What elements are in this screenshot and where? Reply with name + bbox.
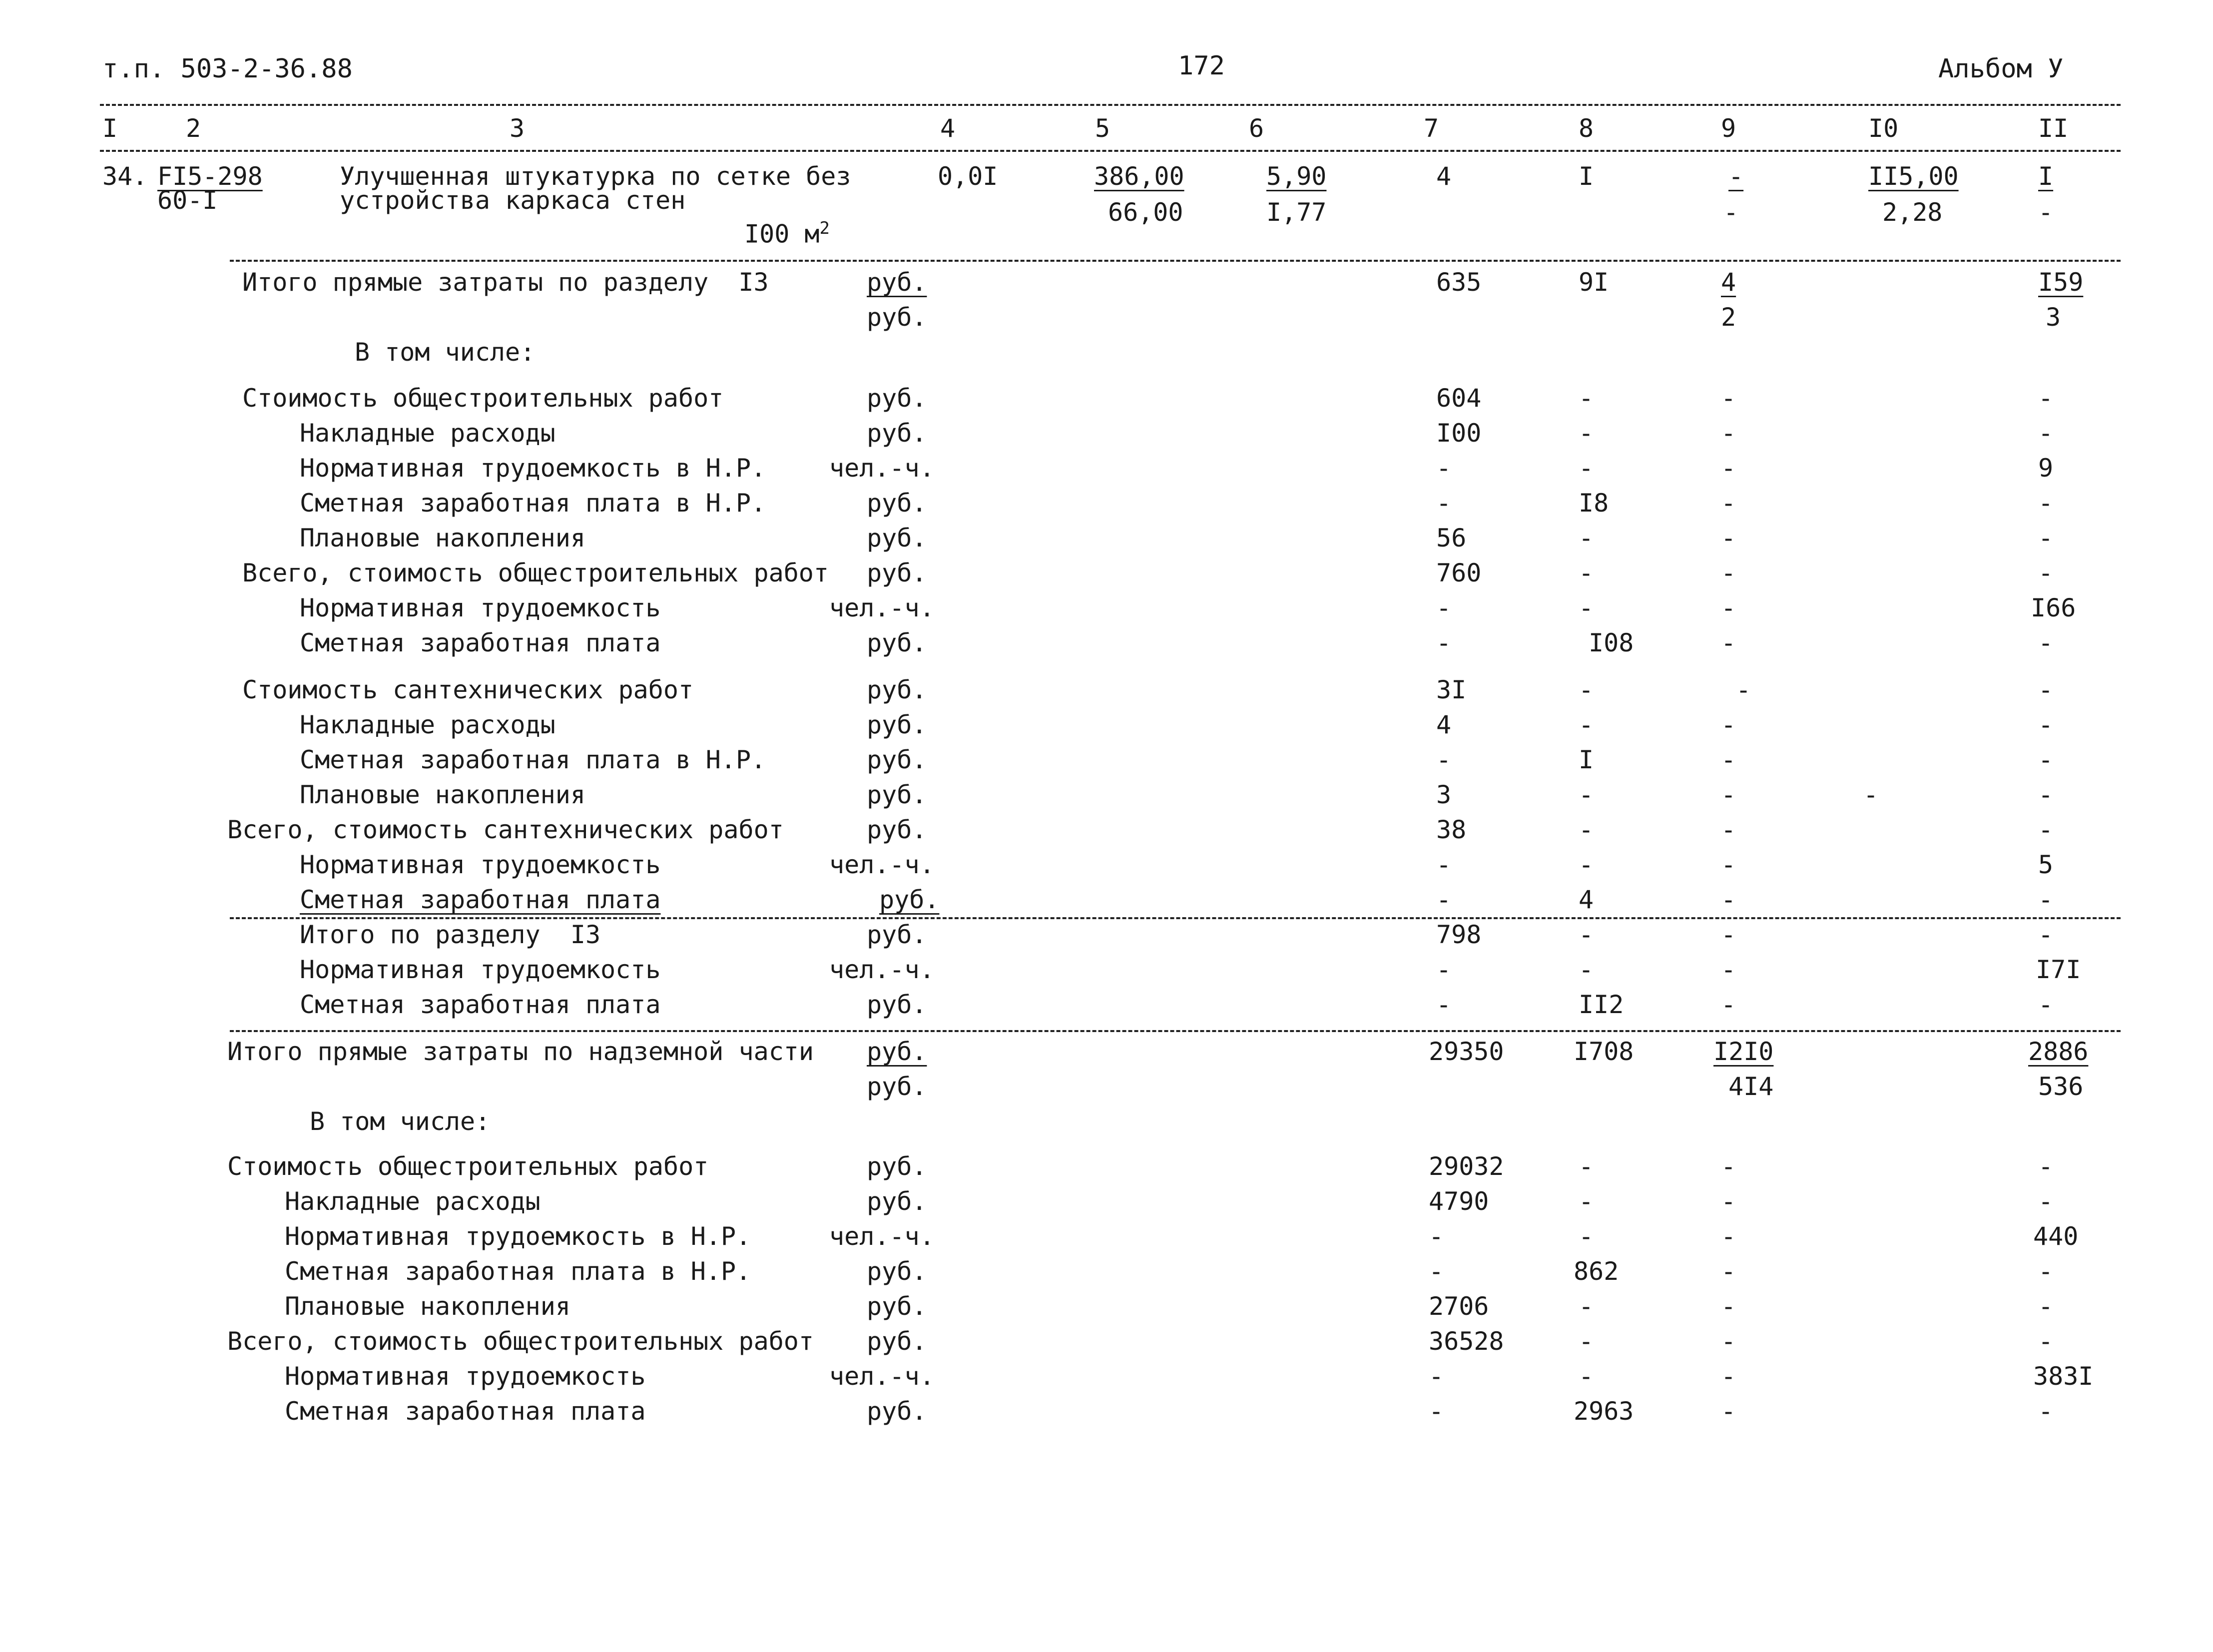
row-c11: - — [2038, 990, 2054, 1019]
row-label: Накладные расходы — [300, 710, 555, 739]
row-c8: I8 — [1579, 489, 1609, 518]
row-c9: - — [1721, 1362, 1736, 1391]
row-c7: - — [1436, 885, 1452, 914]
row-c11: - — [2038, 1152, 2054, 1181]
row-c7: 56 — [1436, 524, 1467, 552]
row-label: Накладные расходы — [300, 419, 555, 448]
page-number: 172 — [1178, 51, 1225, 81]
row-c11: - — [2038, 780, 2054, 809]
row-c7: - — [1436, 489, 1452, 518]
row-c8: - — [1579, 1292, 1594, 1321]
rule-header-bottom — [100, 150, 2121, 152]
row-c9: - — [1721, 489, 1736, 518]
section-total-unit-1: руб. — [867, 268, 927, 297]
row-label: Стоимость общестроительных работ — [242, 384, 724, 413]
row-c8: - — [1579, 384, 1594, 413]
row-label: Нормативная трудоемкость — [285, 1362, 646, 1391]
row-c8: - — [1579, 675, 1594, 704]
col-num: 5 — [1095, 114, 1110, 143]
row-c9: - — [1721, 745, 1736, 774]
item-unit-sup: 2 — [819, 218, 830, 238]
section-total-c7: 635 — [1436, 268, 1482, 297]
row-unit: руб. — [879, 885, 940, 914]
row-c7: - — [1436, 745, 1452, 774]
above-total-incl: В том числе: — [310, 1107, 491, 1136]
row-c8: - — [1579, 815, 1594, 844]
item-c6-bot: I,77 — [1266, 198, 1327, 227]
row-c11: - — [2038, 1292, 2054, 1321]
row-c8: I — [1579, 745, 1594, 774]
row-c11: - — [2038, 384, 2054, 413]
row-c9: - — [1721, 1222, 1736, 1251]
row-unit: руб. — [867, 815, 927, 844]
col-num: 8 — [1579, 114, 1594, 143]
item-c11-bot: - — [2038, 198, 2054, 227]
above-total-c7: 29350 — [1429, 1037, 1504, 1066]
item-c5-bot: 66,00 — [1108, 198, 1183, 227]
row-c8: I08 — [1589, 628, 1634, 657]
row-c9: - — [1721, 990, 1736, 1019]
row-c11: - — [2038, 815, 2054, 844]
row-unit: руб. — [867, 1292, 927, 1321]
row-c11: - — [2038, 920, 2054, 949]
row-unit: руб. — [867, 384, 927, 413]
section-total-c9-bot: 2 — [1721, 303, 1736, 332]
section-total-incl: В том числе: — [355, 338, 536, 367]
row-c9: - — [1721, 1187, 1736, 1216]
row-c9: - — [1721, 780, 1736, 809]
row-c9: - — [1721, 1292, 1736, 1321]
row-label: Нормативная трудоемкость — [300, 955, 661, 984]
row-unit: руб. — [867, 524, 927, 552]
row-c7: 760 — [1436, 558, 1482, 587]
col-num: 7 — [1424, 114, 1439, 143]
row-unit: руб. — [867, 419, 927, 448]
row-c7: - — [1436, 628, 1452, 657]
above-total-c11-top: 2886 — [2028, 1037, 2089, 1066]
row-c9: - — [1721, 1397, 1736, 1426]
above-total-c9-bot: 4I4 — [1728, 1072, 1774, 1101]
rule-top — [100, 104, 2121, 106]
row-c11: - — [2038, 1187, 2054, 1216]
row-c11: - — [2038, 1397, 2054, 1426]
above-total-unit-1: руб. — [867, 1037, 927, 1066]
row-unit: руб. — [867, 558, 927, 587]
row-c9: - — [1721, 815, 1736, 844]
row-unit: руб. — [867, 780, 927, 809]
row-c9: - — [1721, 710, 1736, 739]
row-label: Нормативная трудоемкость — [300, 593, 661, 622]
item-c9-bot: - — [1723, 198, 1739, 227]
row-unit: руб. — [867, 1327, 927, 1356]
row-c8: - — [1579, 955, 1594, 984]
item-code-2: 60-I — [157, 186, 218, 215]
item-description-2: устройства каркаса стен — [340, 186, 686, 215]
above-total-unit-2: руб. — [867, 1072, 927, 1101]
row-c7: 29032 — [1429, 1152, 1504, 1181]
item-c11-top: I — [2038, 162, 2054, 191]
row-c11: 383I — [2033, 1362, 2094, 1391]
row-label: Нормативная трудоемкость в Н.Р. — [285, 1222, 751, 1251]
row-unit: руб. — [867, 920, 927, 949]
row-c7: 798 — [1436, 920, 1482, 949]
section-total-c11-bot: 3 — [2046, 303, 2061, 332]
row-unit: руб. — [867, 489, 927, 518]
row-c11: - — [2038, 745, 2054, 774]
row-c10: - — [1863, 780, 1879, 809]
row-c11: 5 — [2038, 850, 2054, 879]
row-c8: - — [1579, 710, 1594, 739]
row-c9: - — [1721, 1152, 1736, 1181]
rule-after-rows-b — [230, 1030, 2121, 1032]
row-unit: руб. — [867, 710, 927, 739]
row-c9: - — [1721, 524, 1736, 552]
row-c7: 36528 — [1429, 1327, 1504, 1356]
row-unit: чел.-ч. — [829, 955, 935, 984]
row-c8: - — [1579, 1327, 1594, 1356]
item-c10-bot: 2,28 — [1882, 198, 1943, 227]
section-total-c8: 9I — [1579, 268, 1609, 297]
row-c11: I7I — [2036, 955, 2081, 984]
row-label: Всего, стоимость общестроительных работ — [242, 558, 829, 587]
row-c8: II2 — [1579, 990, 1624, 1019]
row-label: Сметная заработная плата — [300, 990, 661, 1019]
row-unit: чел.-ч. — [829, 1222, 935, 1251]
row-c7: I00 — [1436, 419, 1482, 448]
row-c11: - — [2038, 558, 2054, 587]
row-unit: руб. — [867, 1187, 927, 1216]
row-label: Итого по разделу I3 — [300, 920, 601, 949]
row-c7: - — [1436, 454, 1452, 483]
item-description: Улучшенная штукатурка по сетке без — [340, 162, 851, 191]
item-c10-top: II5,00 — [1868, 162, 1959, 191]
row-c9: - — [1721, 955, 1736, 984]
row-c9: - — [1721, 885, 1736, 914]
row-label: Всего, стоимость общестроительных работ — [227, 1327, 814, 1356]
col-num: I — [102, 114, 118, 143]
row-c11: - — [2038, 524, 2054, 552]
row-c9: - — [1721, 1327, 1736, 1356]
album-label: Альбом У — [1938, 54, 2064, 84]
row-label: Плановые накопления — [285, 1292, 570, 1321]
row-c7: 38 — [1436, 815, 1467, 844]
item-c7: 4 — [1436, 162, 1452, 191]
row-c7: - — [1436, 955, 1452, 984]
row-unit: чел.-ч. — [829, 593, 935, 622]
row-c7: - — [1429, 1222, 1444, 1251]
row-unit: чел.-ч. — [829, 850, 935, 879]
row-label: Накладные расходы — [285, 1187, 541, 1216]
row-c7: 604 — [1436, 384, 1482, 413]
item-c4: 0,0I — [938, 162, 998, 191]
row-unit: чел.-ч. — [829, 454, 935, 483]
row-c7: 3 — [1436, 780, 1452, 809]
section-total-unit-2: руб. — [867, 303, 927, 332]
row-c11: 440 — [2033, 1222, 2079, 1251]
row-c9: - — [1721, 920, 1736, 949]
row-c11: - — [2038, 710, 2054, 739]
row-label: Сметная заработная плата в Н.Р. — [285, 1257, 751, 1286]
section-total-label: Итого прямые затраты по разделу I3 — [242, 268, 769, 297]
item-code: FI5-298 — [157, 162, 263, 191]
above-total-c11-bot: 536 — [2038, 1072, 2084, 1101]
row-c11: - — [2038, 885, 2054, 914]
row-c9: - — [1736, 675, 1751, 704]
row-label: Сметная заработная плата в Н.Р. — [300, 489, 766, 518]
rule-after-rows-a — [230, 917, 2121, 919]
row-c9: - — [1721, 558, 1736, 587]
row-c9: - — [1721, 628, 1736, 657]
row-unit: руб. — [867, 990, 927, 1019]
row-c9: - — [1721, 454, 1736, 483]
row-unit: руб. — [867, 1397, 927, 1426]
row-c9: - — [1721, 1257, 1736, 1286]
row-c7: - — [1429, 1397, 1444, 1426]
row-c7: 4790 — [1429, 1187, 1489, 1216]
row-c7: - — [1436, 593, 1452, 622]
row-label: Сметная заработная плата в Н.Р. — [300, 745, 766, 774]
row-c9: - — [1721, 419, 1736, 448]
row-c8: - — [1579, 1362, 1594, 1391]
col-num: 4 — [940, 114, 956, 143]
item-c8: I — [1579, 162, 1594, 191]
row-c7: - — [1429, 1362, 1444, 1391]
row-c7: 3I — [1436, 675, 1467, 704]
item-unit — [744, 220, 830, 247]
row-label: Плановые накопления — [300, 780, 585, 809]
row-c8: - — [1579, 1222, 1594, 1251]
row-label: Сметная заработная плата — [300, 628, 661, 657]
row-c9: - — [1721, 384, 1736, 413]
row-label: Плановые накопления — [300, 524, 585, 552]
above-total-c9-top: I2I0 — [1713, 1037, 1774, 1066]
row-c11: - — [2038, 419, 2054, 448]
item-c6-top: 5,90 — [1266, 162, 1327, 191]
row-c11: - — [2038, 1327, 2054, 1356]
row-c11: - — [2038, 628, 2054, 657]
row-c8: - — [1579, 419, 1594, 448]
row-c8: 862 — [1574, 1257, 1619, 1286]
col-num: 6 — [1249, 114, 1264, 143]
row-c9: - — [1721, 850, 1736, 879]
col-num: 9 — [1721, 114, 1736, 143]
row-c8: 4 — [1579, 885, 1594, 914]
row-c8: - — [1579, 454, 1594, 483]
row-c8: - — [1579, 1187, 1594, 1216]
row-c11: I66 — [2031, 593, 2076, 622]
row-label: Всего, стоимость сантехнических работ — [227, 815, 784, 844]
item-unit-text: I00 м — [744, 219, 820, 249]
row-unit: руб. — [867, 675, 927, 704]
above-total-c8: I708 — [1574, 1037, 1634, 1066]
row-c8: 2963 — [1574, 1397, 1634, 1426]
row-unit: чел.-ч. — [829, 1362, 935, 1391]
row-c11: - — [2038, 675, 2054, 704]
row-c8: - — [1579, 593, 1594, 622]
row-c7: - — [1436, 990, 1452, 1019]
above-total-label: Итого прямые затраты по надземной части — [227, 1037, 814, 1066]
row-unit: руб. — [867, 1152, 927, 1181]
section-total-c9-top: 4 — [1721, 268, 1736, 297]
row-c7: 4 — [1436, 710, 1452, 739]
doc-code: т.п. 503-2-36.88 — [102, 54, 353, 84]
item-number: 34. — [102, 162, 148, 191]
row-c11: 9 — [2038, 454, 2054, 483]
col-num: 3 — [510, 114, 525, 143]
row-c7: - — [1436, 850, 1452, 879]
row-c9: - — [1721, 593, 1736, 622]
row-label: Сметная заработная плата — [285, 1397, 646, 1426]
item-c9-top: - — [1728, 162, 1744, 191]
row-c8: - — [1579, 558, 1594, 587]
col-num: II — [2038, 114, 2069, 143]
row-c11: - — [2038, 489, 2054, 518]
row-c8: - — [1579, 850, 1594, 879]
col-num: 2 — [186, 114, 201, 143]
row-label: Нормативная трудоемкость в Н.Р. — [300, 454, 766, 483]
row-label: Нормативная трудоемкость — [300, 850, 661, 879]
row-label: Стоимость общестроительных работ — [227, 1152, 709, 1181]
row-unit: руб. — [867, 1257, 927, 1286]
row-c8: - — [1579, 920, 1594, 949]
row-c8: - — [1579, 1152, 1594, 1181]
col-num: I0 — [1868, 114, 1899, 143]
row-unit: руб. — [867, 628, 927, 657]
row-c11: - — [2038, 1257, 2054, 1286]
row-c7: 2706 — [1429, 1292, 1489, 1321]
row-unit: руб. — [867, 745, 927, 774]
row-c8: - — [1579, 780, 1594, 809]
rule-after-item — [230, 260, 2121, 262]
row-label: Стоимость сантехнических работ — [242, 675, 694, 704]
row-c7: - — [1429, 1257, 1444, 1286]
item-c5-top: 386,00 — [1094, 162, 1184, 191]
section-total-c11-top: I59 — [2038, 268, 2084, 297]
row-c8: - — [1579, 524, 1594, 552]
row-label: Сметная заработная плата — [300, 885, 661, 914]
